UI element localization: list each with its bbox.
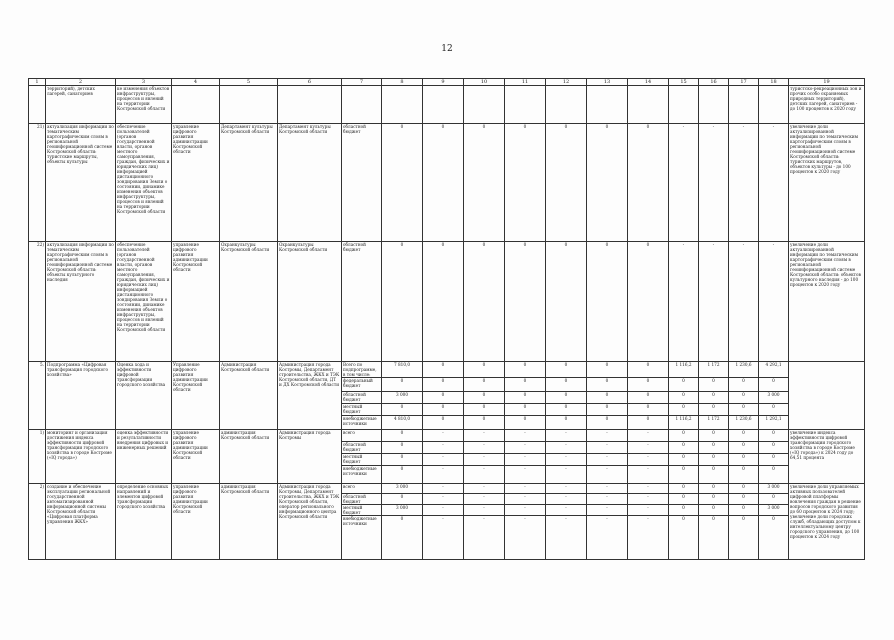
cell-value: 0 <box>699 404 729 416</box>
cell-c3: обеспечение пользователей (органов государственной власти, органов местного самоуправления, граждан, физических и юридических лиц) информацией дистанционного зондирования Земли о состоянии, динамике изменения объектов инфраструктуры, процессов и явлений на территории Костромской области <box>116 124 172 242</box>
header-cell: 4 <box>172 79 220 86</box>
cell-value: - <box>505 484 546 494</box>
cell-c5: Департамент культуры Костромской области <box>220 124 278 242</box>
cell-value: 3 000 <box>382 505 423 516</box>
cell-c5: Администрация Костромской области <box>220 362 278 430</box>
budget-table <box>28 78 865 560</box>
cell-value: 0 <box>628 392 669 404</box>
cell-value: 0 <box>729 516 759 560</box>
cell-value: - <box>587 442 628 454</box>
cell-number: 1) <box>29 430 46 484</box>
cell-value: 0 <box>669 392 699 404</box>
cell-value: 0 <box>669 505 699 516</box>
cell-result: увеличение доли управляемых активных пользователей цифровой платформы вовлечения граждан в решение вопросов городского развития до 60 процентов к 2024 году; увеличение доли городских служб, обладающих доступом к интеллектуальному центру городского управления, до 100 процентов к 2024 году <box>789 484 865 560</box>
cell-value: 0 <box>423 362 464 378</box>
cell-value: - <box>587 494 628 505</box>
cell-value: 0 <box>699 430 729 442</box>
cell-value: - <box>628 454 669 466</box>
cell-value: 0 <box>505 242 546 362</box>
cell-value: 0 <box>382 466 423 484</box>
cell-value: 0 <box>729 378 759 392</box>
cell-value: 0 <box>382 494 423 505</box>
cell-value: 0 <box>587 378 628 392</box>
cell-value: - <box>628 505 669 516</box>
cell-value: 1 172 <box>699 362 729 378</box>
cell-value: 0 <box>729 442 759 454</box>
cell-measure: территорий), детских лагерей, санаториев <box>46 86 116 124</box>
cell-value: 0 <box>546 392 587 404</box>
cell-value: 0 <box>628 124 669 242</box>
cell-value: 0 <box>382 124 423 242</box>
cell-value: 0 <box>382 242 423 362</box>
cell-c3: оценка эффективности и результативности внедрения цифровых и инженерных решений <box>116 430 172 484</box>
header-cell: 14 <box>628 79 669 86</box>
cell-funding-source: областной бюджет <box>342 392 382 404</box>
table-row <box>29 430 865 442</box>
cell-value: 0 <box>423 378 464 392</box>
cell-value: 1 292,1 <box>759 416 789 430</box>
cell-value: 0 <box>669 454 699 466</box>
cell-value: 0 <box>759 378 789 392</box>
cell-value: - <box>546 516 587 560</box>
cell-result <box>789 362 865 430</box>
cell-funding-source: областной бюджет <box>342 442 382 454</box>
cell-value: 0 <box>699 378 729 392</box>
cell-value: 0 <box>759 404 789 416</box>
cell-c3: определение основных направлений и элементов цифровой трансформации городского хозяйства <box>116 484 172 560</box>
cell-value: 0 <box>505 392 546 404</box>
header-cell: 18 <box>759 79 789 86</box>
cell-value: - <box>729 124 759 242</box>
cell-value: 0 <box>423 124 464 242</box>
cell-value: - <box>505 494 546 505</box>
cell-funding-source: местный бюджет <box>342 404 382 416</box>
cell-funding-source: внебюджетные источники <box>342 416 382 430</box>
cell-value: - <box>423 454 464 466</box>
cell-c4: Управление цифрового развития администрации Костромской области <box>172 362 220 430</box>
cell-funding-source: всего <box>342 430 382 442</box>
cell-value: - <box>669 124 699 242</box>
table-row <box>29 484 865 494</box>
cell-value: 0 <box>464 362 505 378</box>
header-cell: 19 <box>789 79 865 86</box>
cell-value: 0 <box>628 378 669 392</box>
header-cell: 3 <box>116 79 172 86</box>
cell-value: 0 <box>423 416 464 430</box>
cell-value: - <box>628 516 669 560</box>
cell-value: 0 <box>505 378 546 392</box>
cell-value: 0 <box>464 378 505 392</box>
cell-c5: администрация Костромской области <box>220 430 278 484</box>
table-row-continuation <box>29 86 865 124</box>
header-cell: 8 <box>382 79 423 86</box>
cell-c6: Департамент культуры Костромской области <box>278 124 342 242</box>
cell-c6: Администрация города Костромы <box>278 430 342 484</box>
cell-value: - <box>729 242 759 362</box>
cell-value: 0 <box>423 242 464 362</box>
header-cell: 6 <box>278 79 342 86</box>
cell-value: - <box>464 442 505 454</box>
cell-value: 0 <box>729 505 759 516</box>
cell-funding-source: внебюджетные источники <box>342 466 382 484</box>
cell-value: 0 <box>382 454 423 466</box>
cell-result: увеличение индекса эффективности цифровой трансформации городского хозяйства в городе Костроме («IQ города») к 2024 году до 64,51 процента <box>789 430 865 484</box>
cell-c5: администрация Костромской области <box>220 484 278 560</box>
cell-c7: областной бюджет <box>342 242 382 362</box>
table-group-1 <box>29 430 865 484</box>
cell-value: - <box>628 430 669 442</box>
cell-value: 0 <box>669 404 699 416</box>
cell-value: 0 <box>699 494 729 505</box>
cell-value: 0 <box>546 242 587 362</box>
cell-result: туристско-рекреационных зон и прочих особо охраняемых природных территорий), детских лагерей, санаториев - до 100 процентов к 2020 году <box>789 86 865 124</box>
cell-value: - <box>423 430 464 442</box>
cell-value: - <box>423 442 464 454</box>
cell-value: 1 230,6 <box>729 416 759 430</box>
cell-value: 0 <box>546 378 587 392</box>
cell-value: 0 <box>729 392 759 404</box>
page-number: 12 <box>441 44 453 54</box>
cell-c4: управление цифрового развития администрации Костромской области <box>172 484 220 560</box>
cell-value: 0 <box>759 442 789 454</box>
cell-value: 0 <box>587 124 628 242</box>
cell-value: - <box>423 484 464 494</box>
table-row <box>29 362 865 378</box>
cell-value: - <box>464 494 505 505</box>
cell-value: 0 <box>729 404 759 416</box>
header-cell: 10 <box>464 79 505 86</box>
cell-value: 0 <box>546 124 587 242</box>
cell-value: - <box>546 442 587 454</box>
cell-value: 0 <box>505 404 546 416</box>
cell-value: - <box>505 454 546 466</box>
cell-number: 22) <box>29 242 46 362</box>
cell-value: 3 000 <box>382 392 423 404</box>
cell-funding-source: внебюджетные источники <box>342 516 382 560</box>
cell-value: 0 <box>382 404 423 416</box>
cell-value: 0 <box>628 404 669 416</box>
cell-value: 0 <box>628 416 669 430</box>
cell-value: 1 230,6 <box>729 362 759 378</box>
cell-value: - <box>423 505 464 516</box>
cell-value: 0 <box>505 362 546 378</box>
cell-value: 0 <box>546 404 587 416</box>
cell-c7: областной бюджет <box>342 124 382 242</box>
cell-value: 0 <box>587 416 628 430</box>
header-cell: 11 <box>505 79 546 86</box>
cell-value: - <box>464 454 505 466</box>
cell-funding-source: областной бюджет <box>342 494 382 505</box>
cell-value: 0 <box>699 516 729 560</box>
cell-result: увеличение доли актуализированной информации по тематическим картографическим слоям в региональной геоинформационной системе Костромской области: объектов культурного наследия - до 100 процентов к 2020 году <box>789 242 865 362</box>
cell-purpose: ке изменения объектов инфраструктуры, процессов и явлений на территории Костромской области <box>116 86 172 124</box>
cell-value: 0 <box>505 416 546 430</box>
cell-value: 3 000 <box>759 505 789 516</box>
cell-value: - <box>464 466 505 484</box>
header-cell: 7 <box>342 79 382 86</box>
cell-c4: управление цифрового развития администрации Костромской области <box>172 242 220 362</box>
cell-value: 0 <box>699 505 729 516</box>
cell-value: - <box>505 442 546 454</box>
cell-value: - <box>759 242 789 362</box>
cell-value: - <box>699 124 729 242</box>
cell-value: 0 <box>628 362 669 378</box>
cell-value: 0 <box>464 416 505 430</box>
cell-value: - <box>699 242 729 362</box>
cell-value: - <box>546 494 587 505</box>
cell-value: 0 <box>699 466 729 484</box>
cell-c2: Подпрограмма «Цифровая трансформация городского хозяйства» <box>46 362 116 430</box>
cell-value: - <box>546 454 587 466</box>
table-group-2 <box>29 484 865 560</box>
cell-funding-source: местный бюджет <box>342 454 382 466</box>
cell-value: 0 <box>759 516 789 560</box>
cell-c2: мониторинг и организация достижения индекса эффективности цифровой трансформации городского хозяйства в городе Костроме («IQ города») <box>46 430 116 484</box>
cell-value: - <box>628 466 669 484</box>
cell-c2: создание и обеспечение эксплуатации региональной государственной автоматизированной информационной системы Костромской области «Цифровая платформа управления ЖКХ» <box>46 484 116 560</box>
cell-value: - <box>587 466 628 484</box>
cell-funding-source: местный бюджет <box>342 505 382 516</box>
cell-value: 0 <box>628 242 669 362</box>
cell-value: 0 <box>382 430 423 442</box>
cell-value: - <box>505 516 546 560</box>
cell-c6: Администрация города Костромы, Департамент строительства, ЖКХ и ТЭК Костромской области, ДТ и ДХ Костромской области <box>278 362 342 430</box>
cell-value: 0 <box>669 494 699 505</box>
cell-value: 1 116,2 <box>669 416 699 430</box>
cell-value: - <box>628 484 669 494</box>
cell-value: 0 <box>464 392 505 404</box>
cell-value: 0 <box>669 442 699 454</box>
cell-value: - <box>464 430 505 442</box>
header-cell: 9 <box>423 79 464 86</box>
cell-c4: управление цифрового развития администрации Костромской области <box>172 430 220 484</box>
cell-value: - <box>587 484 628 494</box>
cell-funding-source: федеральный бюджет <box>342 378 382 392</box>
header-cell: 2 <box>46 79 116 86</box>
cell-value: - <box>505 466 546 484</box>
cell-value: 0 <box>505 124 546 242</box>
cell-value: 0 <box>729 430 759 442</box>
header-cell: 16 <box>699 79 729 86</box>
cell-value: - <box>669 242 699 362</box>
cell-value: 0 <box>423 392 464 404</box>
cell-value: 0 <box>587 242 628 362</box>
cell-value: 3 000 <box>759 484 789 494</box>
cell-value: - <box>505 505 546 516</box>
cell-value: - <box>546 430 587 442</box>
cell-value: 0 <box>759 430 789 442</box>
cell-value: - <box>546 505 587 516</box>
cell-value: - <box>464 505 505 516</box>
cell-c3: обеспечение пользователей (органов государственной власти, органов местного самоуправления, граждан, физических и юридических лиц) информацией дистанционного зондирования Земли о состоянии, динамике изменения объектов инфраструктуры, процессов и явлений на территории Костромской области <box>116 242 172 362</box>
cell-value: 0 <box>669 378 699 392</box>
cell-value: 0 <box>699 484 729 494</box>
cell-value: - <box>423 516 464 560</box>
cell-value: 0 <box>729 494 759 505</box>
cell-value: 0 <box>587 404 628 416</box>
cell-value: 1 172 <box>699 416 729 430</box>
header-cell: 17 <box>729 79 759 86</box>
header-cell: 15 <box>669 79 699 86</box>
cell-value: 0 <box>546 416 587 430</box>
cell-c4: управление цифрового развития администрации Костромской области <box>172 124 220 242</box>
cell-value: - <box>587 430 628 442</box>
cell-value: 1 116,2 <box>669 362 699 378</box>
cell-value: 4 810,0 <box>382 416 423 430</box>
header-row <box>29 79 865 86</box>
cell-value: - <box>546 466 587 484</box>
table-row-21 <box>29 124 865 242</box>
cell-value: 3 000 <box>759 392 789 404</box>
cell-number: 21) <box>29 124 46 242</box>
cell-funding-source: Всего по подпрограмме, в том числе: <box>342 362 382 378</box>
cell-value: 0 <box>759 494 789 505</box>
cell-value: 0 <box>729 466 759 484</box>
cell-value: 0 <box>546 362 587 378</box>
cell-value: - <box>464 484 505 494</box>
cell-number: 5. <box>29 362 46 430</box>
cell-value: 0 <box>464 404 505 416</box>
header-cell: 12 <box>546 79 587 86</box>
cell-c5: Охранкультуры Костромской области <box>220 242 278 362</box>
cell-c2: актуализация информации по тематическим картографическим слоям в региональной геоинформационной системе Костромской области: объекты культурного наследия <box>46 242 116 362</box>
cell-c3: Оценка хода и эффективности цифровой трансформации городского хозяйства <box>116 362 172 430</box>
cell-value: - <box>546 484 587 494</box>
header-cell: 5 <box>220 79 278 86</box>
cell-value: 0 <box>669 466 699 484</box>
cell-value: - <box>587 516 628 560</box>
table-row-22 <box>29 242 865 362</box>
cell-value: 0 <box>382 516 423 560</box>
cell-value: 0 <box>729 454 759 466</box>
cell-value: 0 <box>759 466 789 484</box>
cell-value: 0 <box>699 454 729 466</box>
table-group-5 <box>29 362 865 430</box>
header-cell: 13 <box>587 79 628 86</box>
cell-value: - <box>423 466 464 484</box>
cell-value: - <box>505 430 546 442</box>
cell-value: 0 <box>669 484 699 494</box>
cell-c2: актуализация информации по тематическим картографическим слоям в региональной геоинформационной системе Костромской области: туристские маршруты, объекты культуры <box>46 124 116 242</box>
cell-value: 0 <box>699 392 729 404</box>
cell-value: 0 <box>423 404 464 416</box>
cell-value: - <box>464 516 505 560</box>
cell-c6: Охранкультуры Костромской области <box>278 242 342 362</box>
cell-value: - <box>587 505 628 516</box>
cell-value: 0 <box>699 442 729 454</box>
cell-value: 3 000 <box>382 484 423 494</box>
cell-funding-source: всего <box>342 484 382 494</box>
cell-result: увеличение доли актуализированной информации по тематическим картографическим слоям в региональной геоинформационной системе Костромской области: туристских маршрутов, объектов культуры - до 100 процентов к 2020 году <box>789 124 865 242</box>
cell-value: - <box>587 454 628 466</box>
cell-value: 0 <box>464 124 505 242</box>
cell-number: 2) <box>29 484 46 560</box>
cell-value: - <box>628 494 669 505</box>
cell-value: 0 <box>669 430 699 442</box>
cell-c6: Администрация города Костромы, Департамент строительства, ЖКХ и ТЭК Костромской области, оператор регионального информационного центра Костромской области <box>278 484 342 560</box>
cell-value: - <box>423 494 464 505</box>
cell-value: 0 <box>587 392 628 404</box>
cell-value: 0 <box>729 484 759 494</box>
cell-value: 7 810,0 <box>382 362 423 378</box>
cell-value: 0 <box>669 516 699 560</box>
cell-value: 0 <box>382 442 423 454</box>
cell-value: 0 <box>759 454 789 466</box>
cell-value: 4 292,1 <box>759 362 789 378</box>
header-cell: 1 <box>29 79 46 86</box>
cell-value: 0 <box>464 242 505 362</box>
cell-value: - <box>628 442 669 454</box>
cell-value: 0 <box>587 362 628 378</box>
cell-value: - <box>759 124 789 242</box>
cell-value: 0 <box>382 378 423 392</box>
